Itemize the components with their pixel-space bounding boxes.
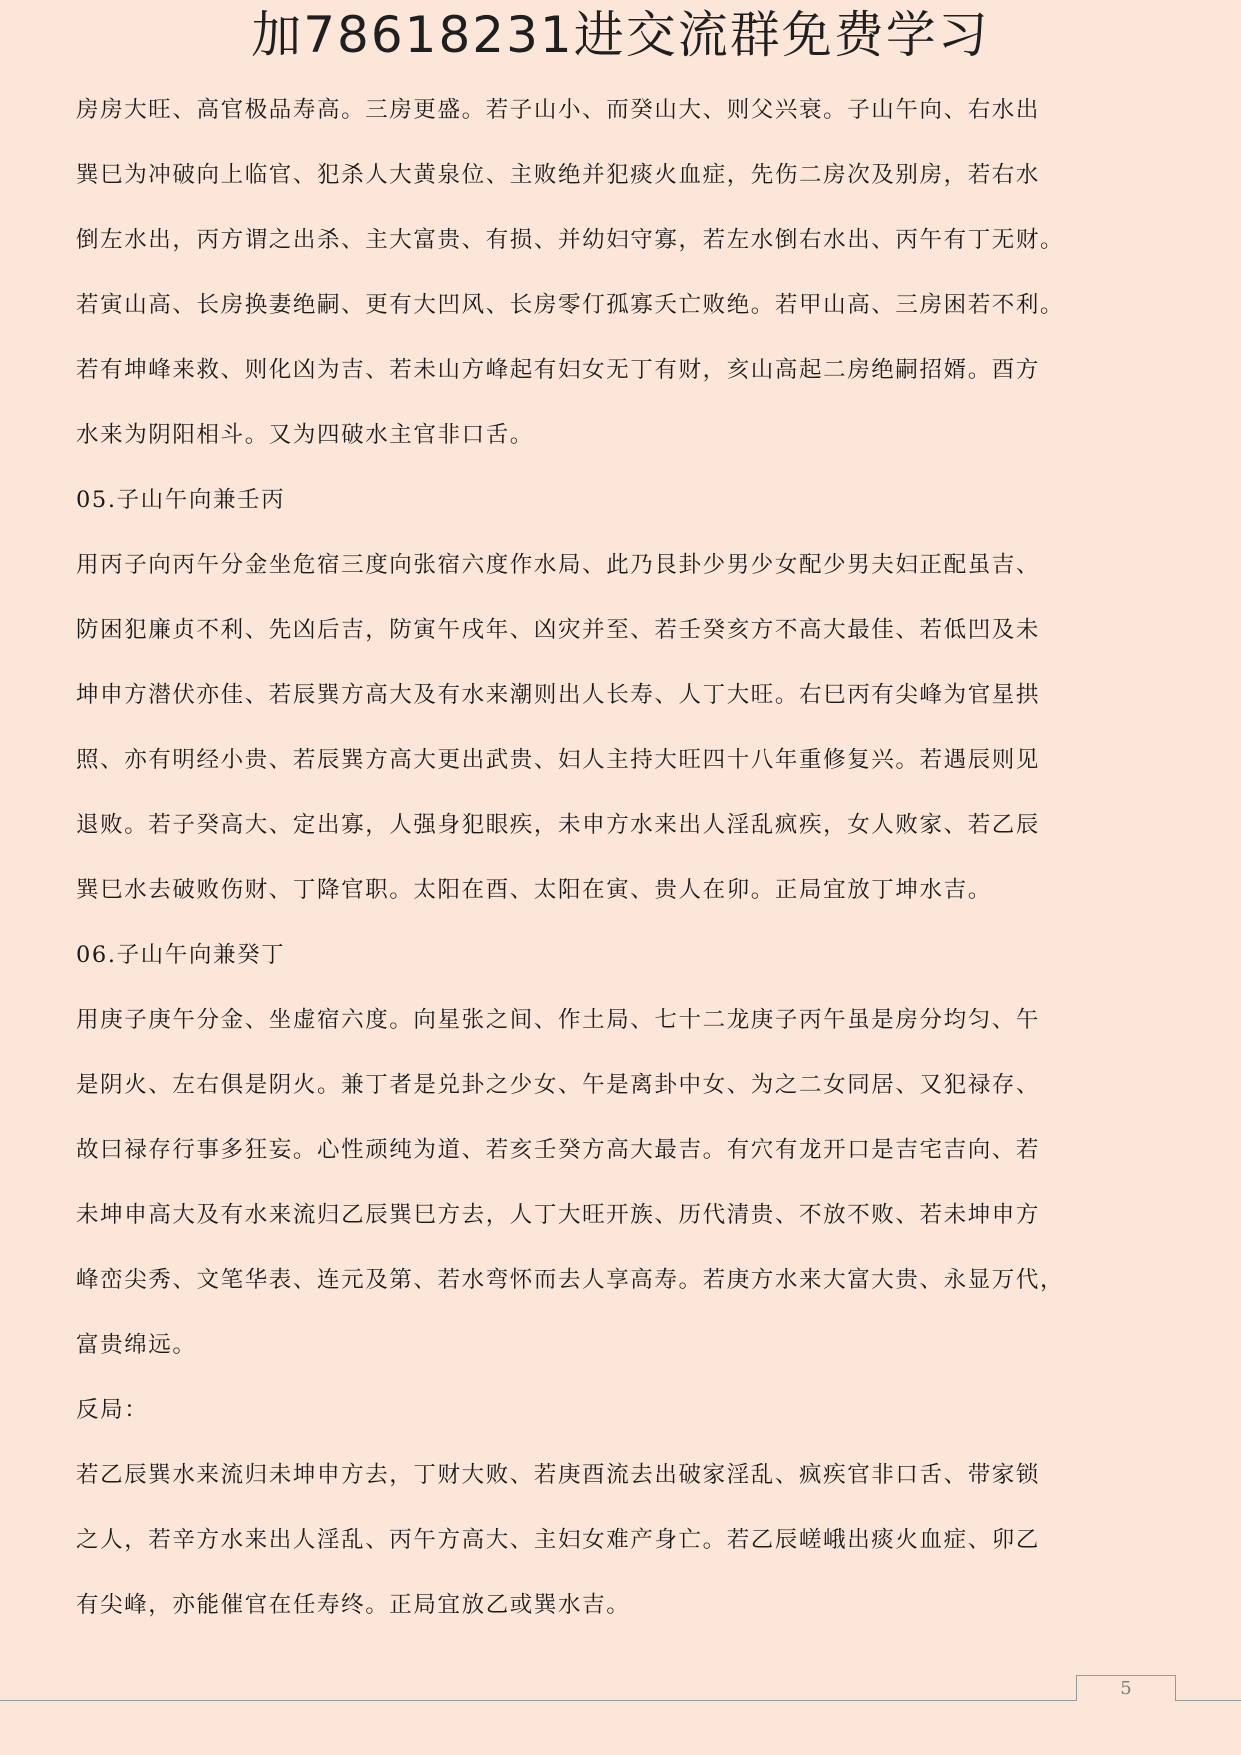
text-line: 峰峦尖秀、文笔华表、连元及第、若水弯怀而去人享高寿。若庚方水来大富大贵、永显万代， <box>76 1267 1065 1293</box>
section-heading: 06.子山午向兼癸丁 <box>76 942 286 968</box>
text-line: 房房大旺、高官极品寿高。三房更盛。若子山小、而癸山大、则父兴衰。子山午向、右水出 <box>76 97 1041 123</box>
text-line: 有尖峰，亦能催官在任寿终。正局宜放乙或巽水吉。 <box>76 1592 631 1618</box>
text-line: 坤申方潜伏亦佳、若辰巽方高大及有水来潮则出人长寿、人丁大旺。右巳丙有尖峰为官星拱 <box>76 682 1041 708</box>
text-line: 巽巳为冲破向上临官、犯杀人大黄泉位、主败绝并犯痰火血症，先伤二房次及别房，若右水 <box>76 162 1041 188</box>
text-line: 退败。若子癸高大、定出寡，人强身犯眼疾，未申方水来出人淫乱疯疾，女人败家、若乙辰 <box>76 812 1041 838</box>
promo-banner: 加78618231进交流群免费学习 <box>251 6 990 64</box>
text-line: 用丙子向丙午分金坐危宿三度向张宿六度作水局、此乃艮卦少男少女配少男夫妇正配虽吉、 <box>76 552 1041 578</box>
section-heading: 05.子山午向兼壬丙 <box>76 487 286 513</box>
text-line: 防困犯廉贞不利、先凶后吉，防寅午戌年、凶灾并至、若壬癸亥方不高大最佳、若低凹及未 <box>76 617 1041 643</box>
text-line: 富贵绵远。 <box>76 1332 197 1358</box>
text-line: 未坤申高大及有水来流归乙辰巽巳方去，人丁大旺开族、历代清贵、不放不败、若未坤申方 <box>76 1202 1041 1228</box>
text-line: 倒左水出，丙方谓之出杀、主大富贵、有损、并幼妇守寡，若左水倒右水出、丙午有丁无财。 <box>76 227 1065 253</box>
page-number: 5 <box>1076 1675 1176 1701</box>
text-line: 巽巳水去破败伤财、丁降官职。太阳在酉、太阳在寅、贵人在卯。正局宜放丁坤水吉。 <box>76 877 992 903</box>
subsection-heading: 反局： <box>76 1397 149 1423</box>
text-line: 是阴火、左右俱是阴火。兼丁者是兑卦之少女、午是离卦中女、为之二女同居、又犯禄存、 <box>76 1072 1041 1098</box>
footer-rule <box>0 1700 1241 1701</box>
document-body <box>76 78 1096 1638</box>
text-line: 照、亦有明经小贵、若辰巽方高大更出武贵、妇人主持大旺四十八年重修复兴。若遇辰则见 <box>76 747 1041 773</box>
text-line: 若乙辰巽水来流归未坤申方去，丁财大败、若庚酉流去出破家淫乱、疯疾官非口舌、带家锁 <box>76 1462 1041 1488</box>
text-line: 之人，若辛方水来出人淫乱、丙午方高大、主妇女难产身亡。若乙辰嵯峨出痰火血症、卯乙 <box>76 1527 1041 1553</box>
text-line: 水来为阴阳相斗。又为四破水主官非口舌。 <box>76 422 534 448</box>
text-line: 故曰禄存行事多狂妄。心性顽纯为道、若亥壬癸方高大最吉。有穴有龙开口是吉宅吉向、若 <box>76 1137 1041 1163</box>
text-line: 若有坤峰来救、则化凶为吉、若未山方峰起有妇女无丁有财，亥山高起二房绝嗣招婿。酉方 <box>76 357 1041 383</box>
text-line: 用庚子庚午分金、坐虚宿六度。向星张之间、作土局、七十二龙庚子丙午虽是房分均匀、午 <box>76 1007 1041 1033</box>
text-line: 若寅山高、长房换妻绝嗣、更有大凹风、长房零仃孤寡夭亡败绝。若甲山高、三房困若不利。 <box>76 292 1065 318</box>
